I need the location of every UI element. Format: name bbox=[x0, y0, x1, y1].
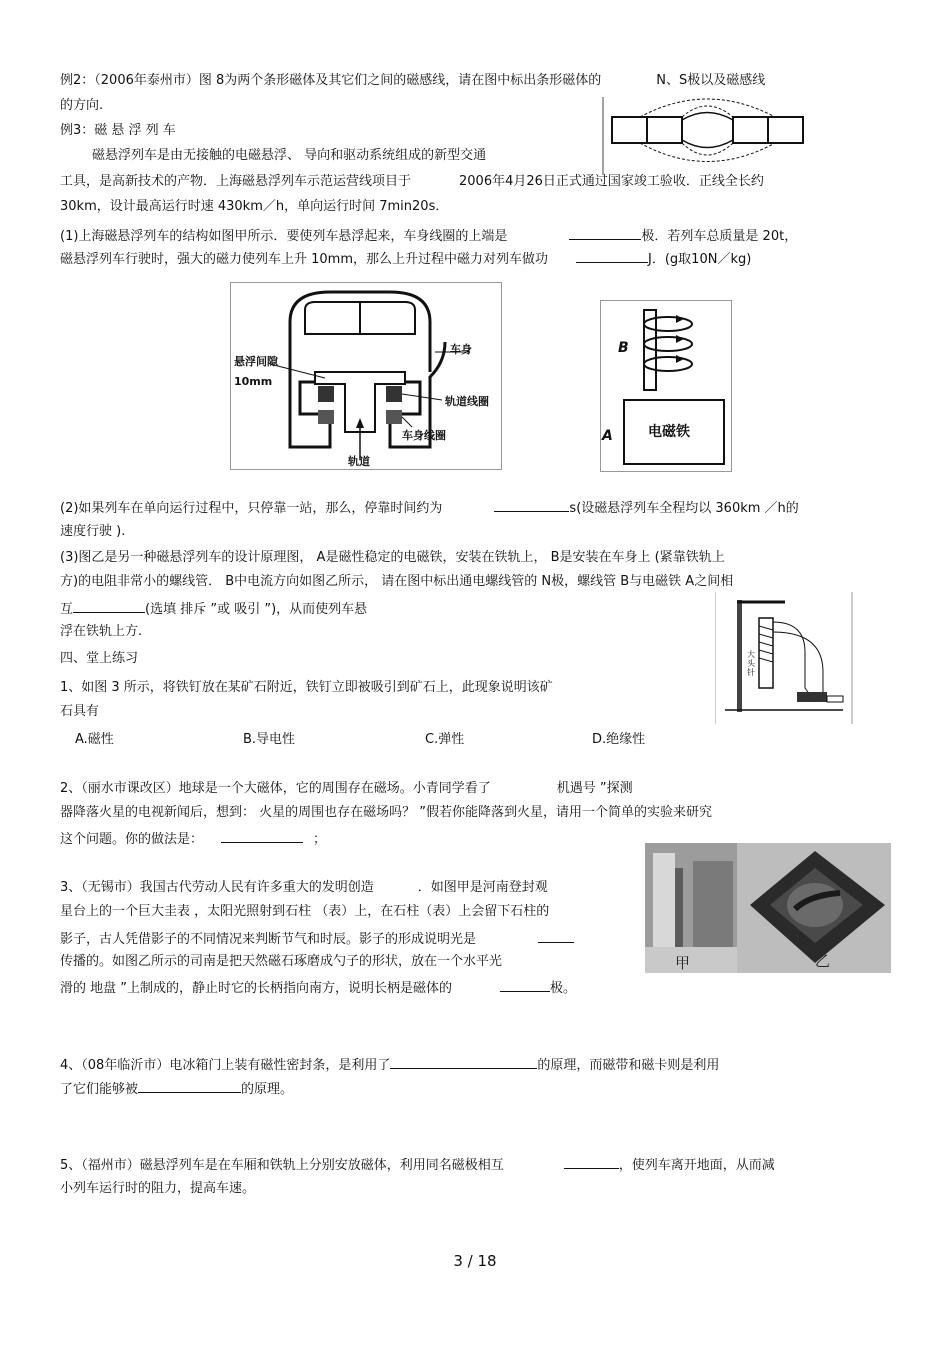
label-car-body: 车身 bbox=[450, 343, 472, 356]
ex2-line1: 例2：（2006年泰州市）图 8为两个条形磁体及其它们之间的磁感线，请在图中标出条形磁体的 N、S极以及磁感线 bbox=[60, 73, 766, 88]
ex3-q1-line2: 磁悬浮列车行驶时，强大的磁力使列车上升 10mm，那么上升过程中磁力对列车做功 J．(g取10N／kg) bbox=[60, 252, 752, 267]
q3-line4: 传播的。如图乙所示的司南是把天然磁石琢磨成勺子的形状，放在一个水平光 bbox=[60, 954, 503, 969]
q1-line2: 石具有 bbox=[60, 704, 100, 719]
solenoid-electromagnet-figure bbox=[600, 300, 732, 472]
label-electromagnet: 电磁铁 bbox=[648, 424, 690, 440]
ex3-q3-line3: 互 (选填 排斥 ”或 吸引 ”)，从而使列车悬 bbox=[60, 602, 368, 617]
q5-line1: 5、（福州市）磁悬浮列车是在车厢和铁轨上分别安放磁体，利用同名磁极相互 ，使列车离开地面，从而减 bbox=[60, 1158, 775, 1173]
q1-line1: 1、如图 3 所示，将铁钉放在某矿石附近，铁钉立即被吸引到矿石上，此现象说明该矿 bbox=[60, 680, 553, 695]
q1-option-d: D.绝缘性 bbox=[592, 732, 646, 747]
ex3-para1: 磁悬浮列车是由无接触的电磁悬浮、 导向和驱动系统组成的新型交通 bbox=[92, 148, 487, 163]
q4-line2: 了它们能够被 的原理。 bbox=[60, 1082, 294, 1097]
bar-magnets-figure bbox=[600, 95, 815, 180]
maglev-structure-figure bbox=[230, 282, 502, 470]
ex3-q2-line2: 速度行驶 ). bbox=[60, 524, 126, 539]
ex3-q3-line4: 浮在铁轨上方. bbox=[60, 624, 143, 639]
q1-option-a: A.磁性 bbox=[75, 732, 114, 747]
page-number: 3 / 18 bbox=[453, 1252, 497, 1270]
label-suspension-gap: 悬浮间隙 bbox=[234, 355, 278, 368]
ex2-line2: 的方向. bbox=[60, 98, 104, 113]
label-a: A bbox=[602, 428, 613, 444]
q2-line2: 器降落火星的电视新闻后，想到： 火星的周围也存在磁场吗？ ”假若你能降落到火星，请用一个简单的实验来研究 bbox=[60, 805, 713, 820]
label-track: 轨道 bbox=[348, 455, 370, 468]
ex3-para2: 工具，是高新技术的产物．上海磁悬浮列车示范运营线项目于 2006年4月26日正式通过国家竣工验收．正线全长约 bbox=[60, 174, 764, 189]
ex3-q3-line2: 方)的电阻非常小的螺线管． B中电流方向如图乙所示， 请在图中标出通电螺线管的 N极，螺线管 B与电磁铁 A之间相 bbox=[60, 574, 734, 589]
q1-option-b: B.导电性 bbox=[243, 732, 296, 747]
ex3-title: 例3：磁 悬 浮 列 车 bbox=[60, 123, 176, 138]
ex3-q1-line1: (1)上海磁悬浮列车的结构如图甲所示．要使列车悬浮起来，车身线圈的上端是 极．若列车总质量是 20t， bbox=[60, 229, 798, 244]
label-gap-10mm: 10mm bbox=[234, 375, 273, 388]
label-yi: 乙 bbox=[815, 952, 831, 970]
q2-line3: 这个问题。你的做法是： ； bbox=[60, 832, 327, 847]
iron-stand-figure bbox=[715, 592, 853, 724]
ex3-q2-line1: (2)如果列车在单向运行过程中，只停靠一站，那么，停靠时间约为 s(设磁悬浮列车全程均以 360km ／h的 bbox=[60, 501, 799, 516]
q3-line1: 3、（无锡市）我国古代劳动人民有许多重大的发明创造 ．如图甲是河南登封观 bbox=[60, 880, 548, 895]
q3-line3: 影子，古人凭借影子的不同情况来判断节气和时辰。影子的形成说明光是 bbox=[60, 930, 574, 948]
label-pin: 大头针 bbox=[747, 650, 755, 677]
q4-line1: 4、（08年临沂市）电冰箱门上装有磁性密封条，是利用了 的原理，而磁带和磁卡则是利用 bbox=[60, 1058, 720, 1073]
q2-line1: 2、（丽水市课改区）地球是一个大磁体，它的周围存在磁场。小青同学看了 机遇号 ”探测 bbox=[60, 781, 633, 796]
q3-line5: 滑的 地盘 ”上制成的，静止时它的长柄指向南方，说明长柄是磁体的 极。 bbox=[60, 981, 577, 996]
q3-line2: 星台上的一个巨大圭表 ，太阳光照射到石柱 （表）上，在石柱（表）上会留下石柱的 bbox=[60, 904, 550, 919]
ex3-q3-line1: (3)图乙是另一种磁悬浮列车的设计原理图， A是磁性稳定的电磁铁，安装在铁轨上， B是安装在车身上 (紧靠铁轨上 bbox=[60, 550, 725, 565]
gnomon-compass-photo bbox=[645, 843, 891, 973]
ex3-para3: 30km，设计最高运行时速 430km／h，单向运行时间 7min20s． bbox=[60, 199, 449, 214]
label-track-coil: 轨道线圈 bbox=[445, 395, 489, 408]
label-body-coil: 车身线圈 bbox=[402, 429, 446, 442]
label-jia: 甲 bbox=[675, 954, 691, 972]
label-b: B bbox=[618, 340, 629, 356]
section4-title: 四、堂上练习 bbox=[60, 651, 139, 666]
q5-line2: 小列车运行时的阻力，提高车速。 bbox=[60, 1181, 256, 1196]
q1-option-c: C.弹性 bbox=[425, 732, 465, 747]
